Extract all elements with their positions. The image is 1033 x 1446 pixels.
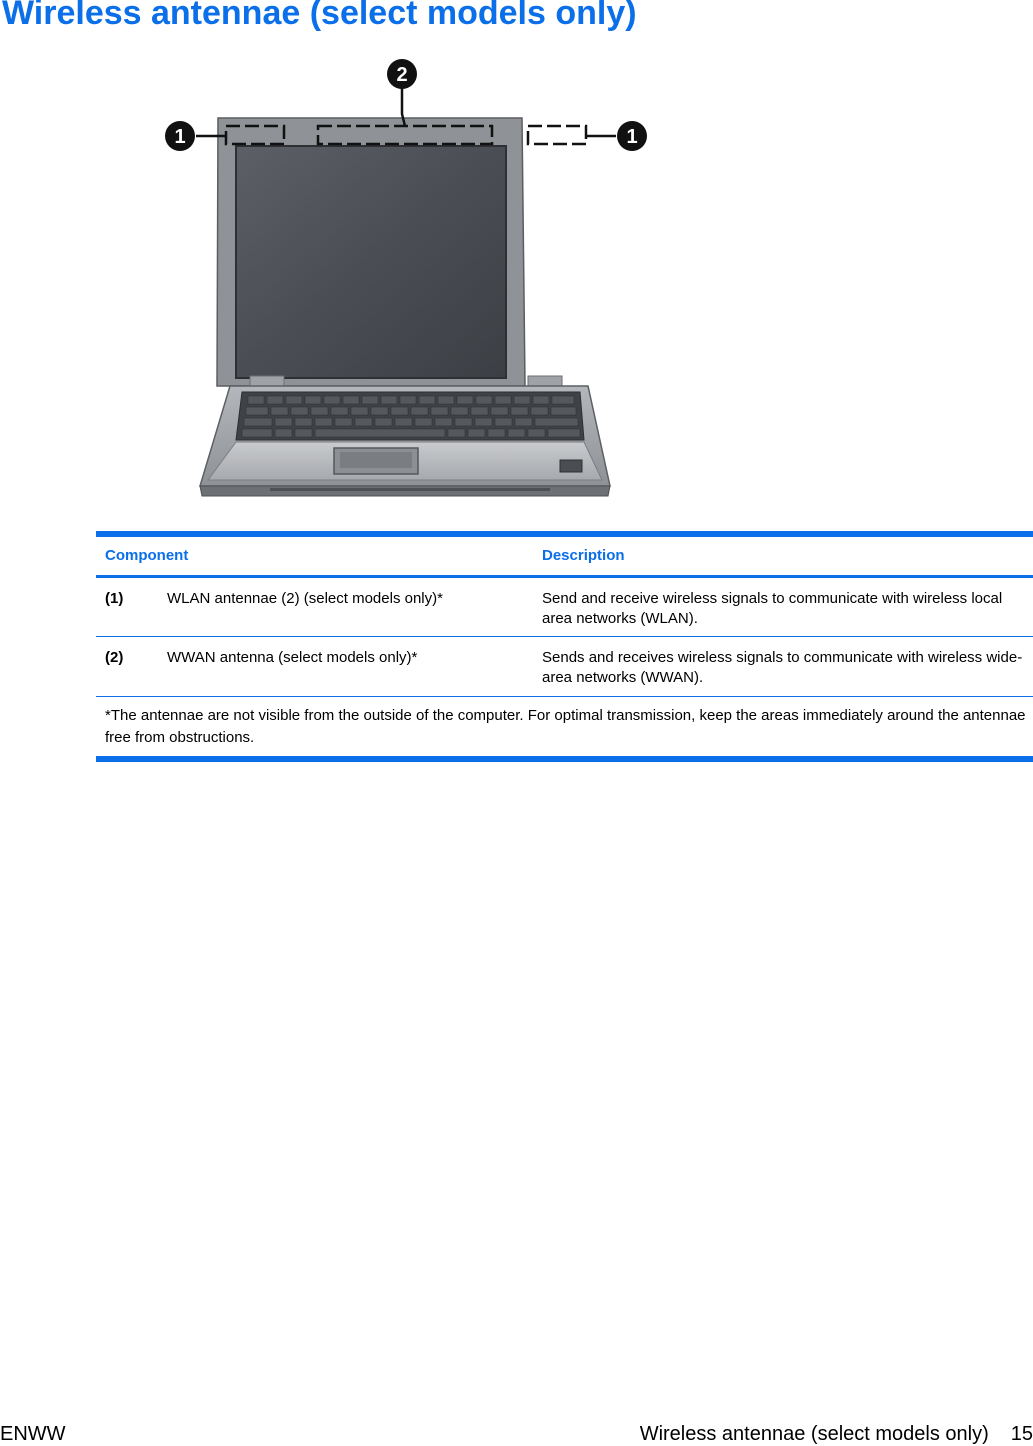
callout-1-left — [165, 121, 195, 151]
header-description: Description — [542, 547, 625, 564]
table-row — [96, 578, 1033, 637]
row-number: (1) — [105, 590, 124, 607]
row-component: WLAN antennae (2) (select models only)* — [167, 590, 443, 607]
footnote-text: *The antennae are not visible from the outside of the computer. For optimal transmission, keep the areas immediately around the antennae free from obstructions. — [105, 707, 1026, 746]
svg-text:1: 1 — [174, 126, 186, 148]
row-number: (2) — [105, 649, 124, 666]
table-header — [96, 537, 1033, 578]
callout-2 — [387, 59, 417, 89]
row-description: Sends and receives wireless signals to communicate with wireless wide-area networks (WWAN). — [542, 649, 1023, 686]
header-component: Component — [105, 547, 189, 564]
table-footnote — [96, 697, 1033, 756]
laptop-antenna-figure — [150, 56, 670, 508]
row-description: Send and receive wireless signals to communicate with wireless local area networks (WLAN). — [542, 590, 1003, 627]
footer-left: ENWW — [0, 1423, 66, 1445]
svg-text:2: 2 — [396, 64, 408, 86]
footer-section-title: Wireless antennae (select models only) — [639, 1423, 989, 1445]
page-number: 15 — [1010, 1423, 1033, 1445]
row-component: WWAN antenna (select models only)* — [167, 649, 418, 666]
laptop-display — [217, 118, 525, 386]
page-title: Wireless antennae (select models only) — [2, 0, 637, 32]
footer-right — [640, 1422, 1033, 1446]
laptop-base — [200, 386, 610, 496]
callout-1-right — [617, 121, 647, 151]
svg-text:1: 1 — [626, 126, 638, 148]
table-row — [96, 637, 1033, 697]
component-table — [96, 531, 1033, 762]
